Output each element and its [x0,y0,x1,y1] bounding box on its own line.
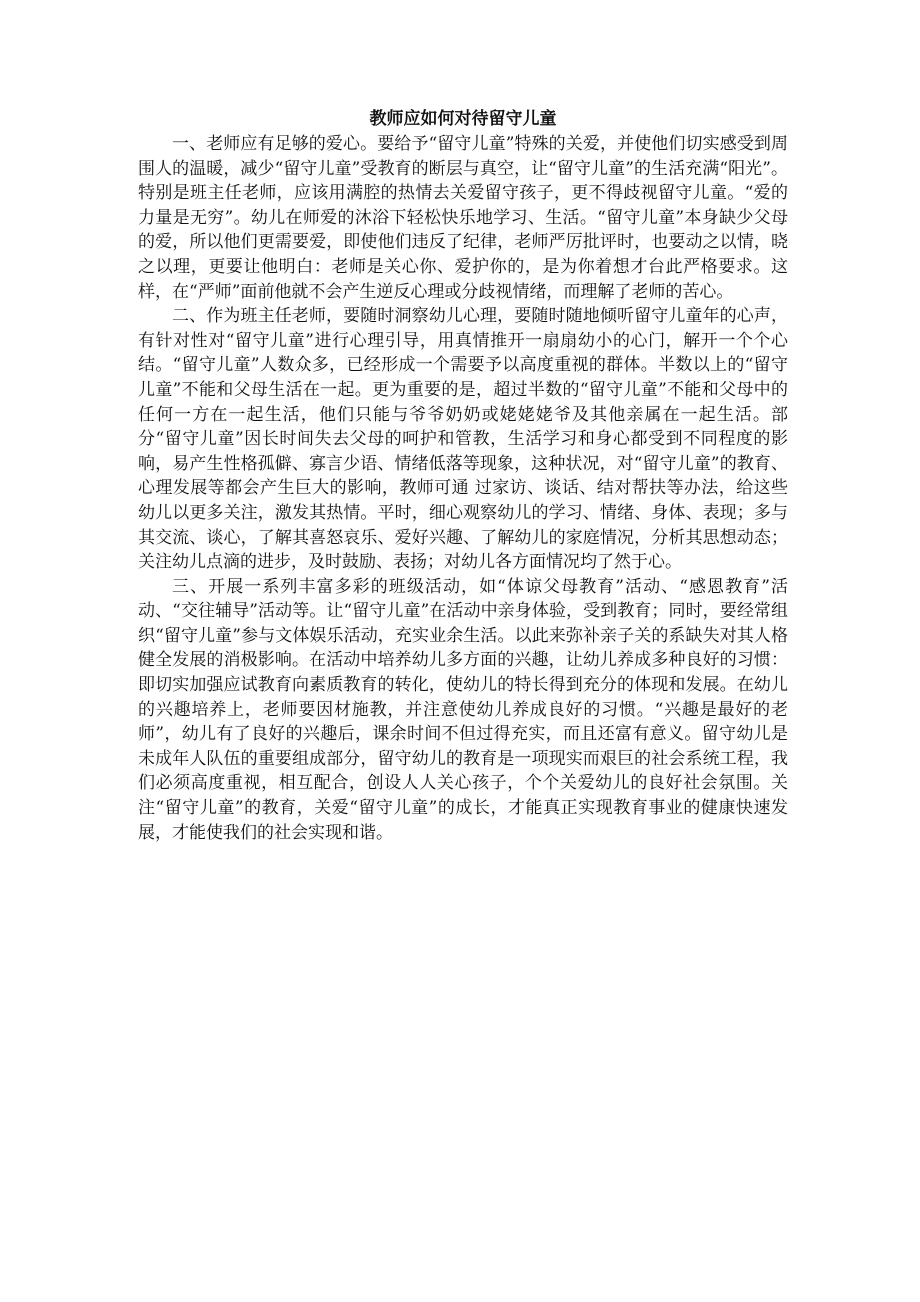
paragraph-1: 一、老师应有足够的爱心。要给予“留守儿童”特殊的关爱，并使他们切实感受到周围人的温暖，减少“留守儿童”受教育的断层与真空，让“留守儿童”的生活充满“阳光”。特别是班主任老师，应该用满腔的热情去关爱留守孩子，更不得歧视留守儿童。“爱的力量是无穷”。幼儿在师爱的沐浴下轻松快乐地学习、生活。“留守儿童”本身缺少父母的爱，所以他们更需要爱，即使他们违反了纪律，老师严厉批评时，也要动之以情，晓之以理，更要让他明白：老师是关心你、爱护你的，是为你着想才台此严格要求。这样，在“严师”面前他就不会产生逆反心理或分歧视情绪，而理解了老师的苦心。 [138,134,788,302]
document-page [138,106,788,845]
paragraph-3: 三、开展一系列丰富多彩的班级活动，如“体谅父母教育”活动、“感恩教育”活动、“交往辅导”活动等。让“留守儿童”在活动中亲身体验，受到教育；同时，要经常组织“留守儿童”参与文体娱乐活动，充实业余生活。以此来弥补亲子关的系缺失对其人格健全发展的消极影响。在活动中培养幼儿多方面的兴趣，让幼儿养成多种良好的习惯：即切实加强应试教育向素质教育的转化，使幼儿的特长得到充分的体现和发展。在幼儿的兴趣培养上，老师要因材施教，并注意使幼儿养成良好的习惯。“兴趣是最好的老师”，幼儿有了良好的兴趣后，课余时间不但过得充实，而且还富有意义。留守幼儿是未成年人队伍的重要组成部分，留守幼儿的教育是一项现实而艰巨的社会系统工程，我们必须高度重视，相互配合，创设人人关心孩子，个个关爱幼儿的良好社会氛围。关注“留守儿童”的教育，关爱“留守儿童”的成长，才能真正实现教育事业的健康快速发展，才能使我们的社会实现和谐。 [138,576,788,843]
paragraph-2: 二、作为班主任老师，要随时洞察幼儿心理，要随时随地倾听留守儿童年的心声，有针对性对“留守儿童”进行心理引导，用真情推开一扇扇幼小的心门，解开一个个心结。“留守儿童”人数众多，已经形成一个需要予以高度重视的群体。半数以上的“留守儿童”不能和父母生活在一起。更为重要的是，超过半数的“留守儿童”不能和父母中的任何一方在一起生活，他们只能与爷爷奶奶或姥姥姥爷及其他亲属在一起生活。部分“留守儿童”因长时间失去父母的呵护和管教，生活学习和身心都受到不同程度的影响，易产生性格孤僻、寡言少语、情绪低落等现象，这种状况，对“留守儿童”的教育、心理发展等都会产生巨大的影响，教师可通 过家访、谈话、结对帮扶等办法，给这些幼儿以更多关注，激发其热情。平时，细心观察幼儿的学习、情绪、身体、表现；多与其交流、谈心，了解其喜怒哀乐、爱好兴趣、了解幼儿的家庭情况，分析其思想动态；关注幼儿点滴的进步，及时鼓励、表扬；对幼儿各方面情况均了然于心。 [138,306,788,573]
document-title: 教师应如何对待留守儿童 [369,109,557,129]
